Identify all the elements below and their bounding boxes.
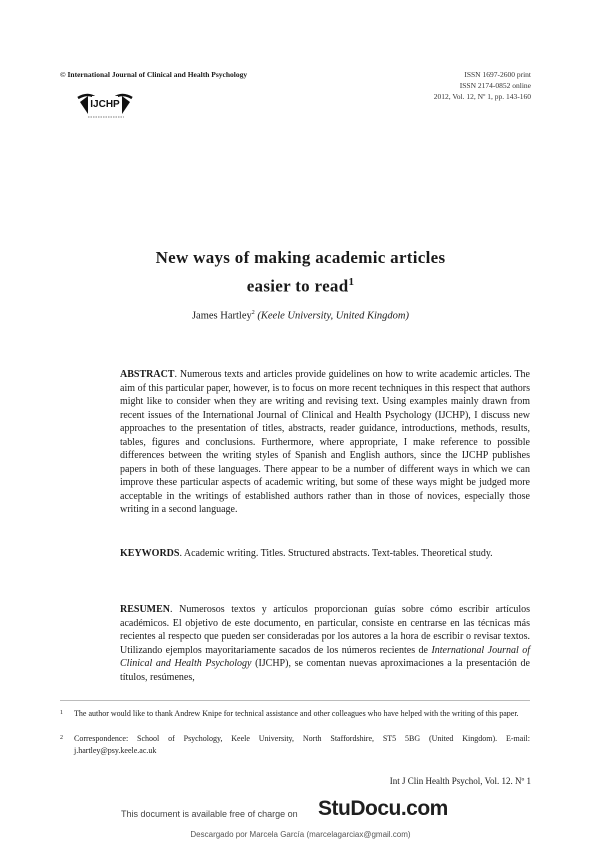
keywords-text: . Academic writing. Titles. Structured abstracts. Text-tables. Theoretical study. bbox=[179, 548, 493, 559]
author-name: James Hartley bbox=[191, 310, 252, 322]
resumen-journal: International Journal of Clinical and Health Psychology bbox=[120, 644, 530, 669]
issn-block bbox=[434, 69, 531, 102]
volume-info: 2012, Vol. 12, Nº 1, pp. 143-160 bbox=[433, 92, 531, 101]
footnote-1-number: 1 bbox=[60, 710, 63, 716]
title-footnote-marker: 1 bbox=[348, 276, 355, 288]
issn-online: ISSN 2174-0852 online bbox=[459, 81, 531, 90]
resumen-label: RESUMEN bbox=[120, 604, 171, 615]
ijchp-logo bbox=[74, 90, 136, 124]
title-line-2-text: easier to read bbox=[246, 276, 349, 296]
author-affiliation: (Keele University, United Kingdom) bbox=[257, 310, 410, 322]
keywords-paragraph bbox=[120, 547, 530, 561]
footnote-2-number: 2 bbox=[60, 735, 63, 741]
footnote-1 bbox=[60, 708, 530, 720]
download-attribution: Descargado por Marcela García (marcelagarciax@gmail.com) bbox=[190, 830, 411, 839]
title-line-2 bbox=[0, 270, 601, 299]
author-line bbox=[0, 310, 601, 322]
article-title bbox=[0, 246, 601, 299]
footnote-2-text: Correspondence: School of Psychology, Keele University, North Staffordshire, ST5 5BG (United Kingdom). E-mail: j.hartley@psy.keele.ac.uk bbox=[74, 734, 530, 755]
logo-text: IJCHP bbox=[90, 99, 120, 110]
footnote-2 bbox=[60, 733, 530, 757]
resumen-text-before: . Numerosos textos y artículos proporcionan guías sobre cómo escribir artículos académicos. El objetivo de este documento, en particular, consiste en centrarse en las técnicas más recientes al respecto que pueden ser consideradas por los autores a la hora de escribir o revisar textos. Utilizando ejemplos mayoritariamente sacados de los números recientes de bbox=[120, 604, 530, 656]
footnote-rule bbox=[60, 700, 530, 701]
issn-print: ISSN 1697-2600 print bbox=[464, 70, 531, 79]
abstract-text: . Numerous texts and articles provide guidelines on how to write academic articles. The aim of this particular paper, however, is to focus on more recent techniques in this respect that authors might like to consider when they are writing and revising text. Using examples mainly drawn from recent issues of the International Journal of Clinical and Health Psychology (IJCHP), I discuss new approaches to the presentation of titles, abstracts, reader guidance, introductions, methods, results, tables, figures and conclusions. Furthermore, where appropriate, I make reference to possible differences between the writing styles of Spanish and English authors, since the IJCHP publishes papers in both of these languages. There appear to be a number of different ways in which we can improve these particular aspects of academic writing, but some of these ways might be judged more acceptable in the writings of established authors rather than in those of novices, especially those writing in a second language. bbox=[120, 369, 530, 515]
title-line-1: New ways of making academic articles bbox=[155, 248, 446, 267]
abstract-label: ABSTRACT bbox=[120, 369, 175, 380]
author-footnote-marker: 2 bbox=[251, 310, 255, 316]
journal-footer: Int J Clin Health Psychol, Vol. 12. Nº 1 bbox=[389, 776, 531, 786]
abstract-paragraph bbox=[120, 368, 530, 517]
studocu-logo[interactable]: StuDocu.com bbox=[318, 797, 448, 820]
resumen-text-after: (IJCHP), se comentan nuevas aproximaciones a la presentación de títulos, resúmenes, bbox=[120, 658, 530, 683]
copyright-line: © International Journal of Clinical and Health Psychology bbox=[60, 70, 248, 79]
footnote-1-text: The author would like to thank Andrew Knipe for technical assistance and other colleagues who have helped with the writing of this paper. bbox=[74, 709, 519, 718]
resumen-paragraph bbox=[120, 603, 530, 684]
studocu-available-text: This document is available free of charge on bbox=[121, 809, 298, 819]
keywords-label: KEYWORDS bbox=[120, 548, 180, 559]
